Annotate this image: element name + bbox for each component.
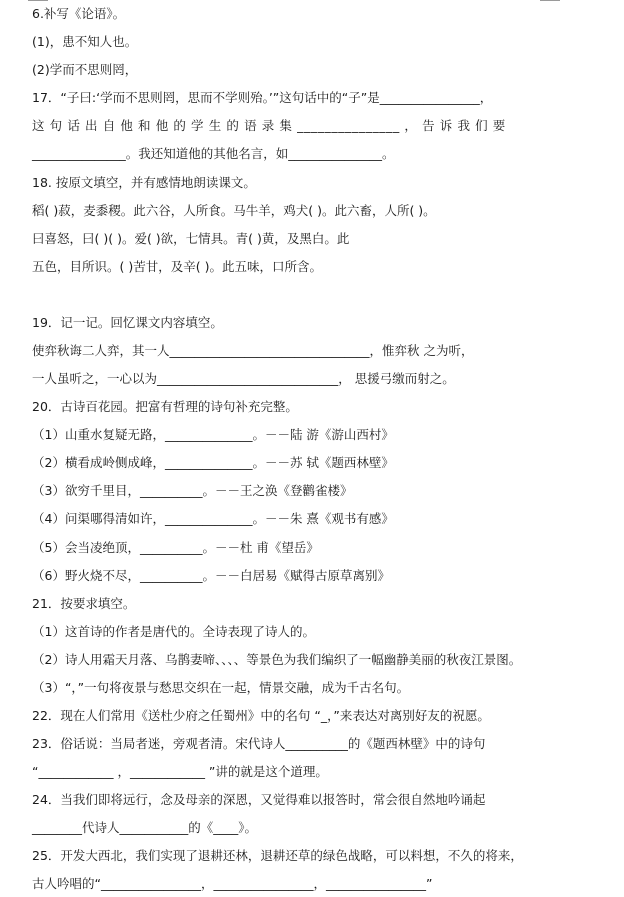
text-line: （2）横看成岭侧成峰，______________。－－苏 轼《题西林壁》 — [32, 455, 394, 470]
top-border-left — [28, 0, 48, 1]
text-line: （6）野火烧不尽，__________。－－白居易《赋得古原草离别》 — [32, 568, 390, 583]
text-line: 五色，目所识。( )苦甘，及辛( )。此五味，口所含。 — [32, 259, 322, 274]
text-line: 21．按要求填空。 — [32, 596, 136, 611]
text-line: （3）“，”一句将夜景与愁思交织在一起，情景交融，成为千古名句。 — [32, 680, 410, 695]
text-line: （2）诗人用霜天月落、乌鹊妻啼、、、、等景色为我们编织了一幅幽静美丽的秋夜江景图。 — [32, 652, 522, 667]
text-line: （1）这首诗的作者是唐代的。全诗表现了诗人的。 — [32, 624, 315, 639]
text-line: （1）山重水复疑无路，______________。－－陆 游《游山西村》 — [32, 427, 394, 442]
text-line: 古人吟唱的“________________，________________，________________” — [32, 876, 433, 891]
text-line: 23．俗话说：当局者迷，旁观者清。宋代诗人__________的《题西林壁》中的诗句 — [32, 736, 486, 751]
text-line: 一人虽听之，一心以为_____________________________， 思援弓缴而射之。 — [32, 371, 455, 386]
text-line: _______________。我还知道他的其他名言，如_______________。 — [32, 146, 395, 161]
text-line: (1)，患不知人也。 — [32, 34, 138, 49]
text-line: 20．古诗百花园。把富有哲理的诗句补充完整。 — [32, 399, 298, 414]
text-line: (2)学而不思则罔， — [32, 62, 138, 77]
text-line: 25．开发大西北，我们实现了退耕还林，退耕还草的绿色战略，可以料想，不久的将来， — [32, 848, 523, 863]
top-border-right — [540, 0, 560, 1]
text-line: 17．“子曰:‘学而不思则罔，思而不学则殆。’”这句话中的“子”是________________， — [32, 90, 493, 105]
text-line: （3）欲穷千里目，__________。－－王之涣《登鹳雀楼》 — [32, 483, 353, 498]
text-line: 6.补写《论语》。 — [32, 6, 126, 21]
text-line: 曰喜怒，曰( )( )。爱( )欲，七情具。青( )黄，及黑白。此 — [32, 231, 350, 246]
text-line: 24．当我们即将远行，念及母亲的深恩，又觉得难以报答时，常会很自然地吟诵起 — [32, 792, 486, 807]
text-line: （5）会当凌绝顶，__________。－－杜 甫《望岳》 — [32, 540, 319, 555]
text-line: 这 句 话 出 自 他 和 他 的 学 生 的 语 录 集 _______________ ， 告 诉 我 们 要 — [32, 118, 506, 133]
text-line: 稻( )菽，麦黍稷。此六谷，人所食。马牛羊，鸡犬( )。此六畜，人所( )。 — [32, 203, 436, 218]
text-line: （4）问渠哪得清如许，______________。－－朱 熹《观书有感》 — [32, 511, 394, 526]
text-line: 使弈秋诲二人弈，其一人________________________________，惟弈秋 之为听， — [32, 343, 474, 358]
text-line: 19．记一记。回忆课文内容填空。 — [32, 315, 223, 330]
text-line: 18. 按原文填空，并有感情地朗读课文。 — [32, 175, 256, 190]
text-line: “____________ ，____________ ”讲的就是这个道理。 — [32, 764, 328, 779]
text-line: 22．现在人们常用《送杜少府之任蜀州》中的名句 “_，”来表达对离别好友的祝愿。 — [32, 708, 490, 723]
text-line: ________代诗人___________的《____》。 — [32, 820, 258, 835]
